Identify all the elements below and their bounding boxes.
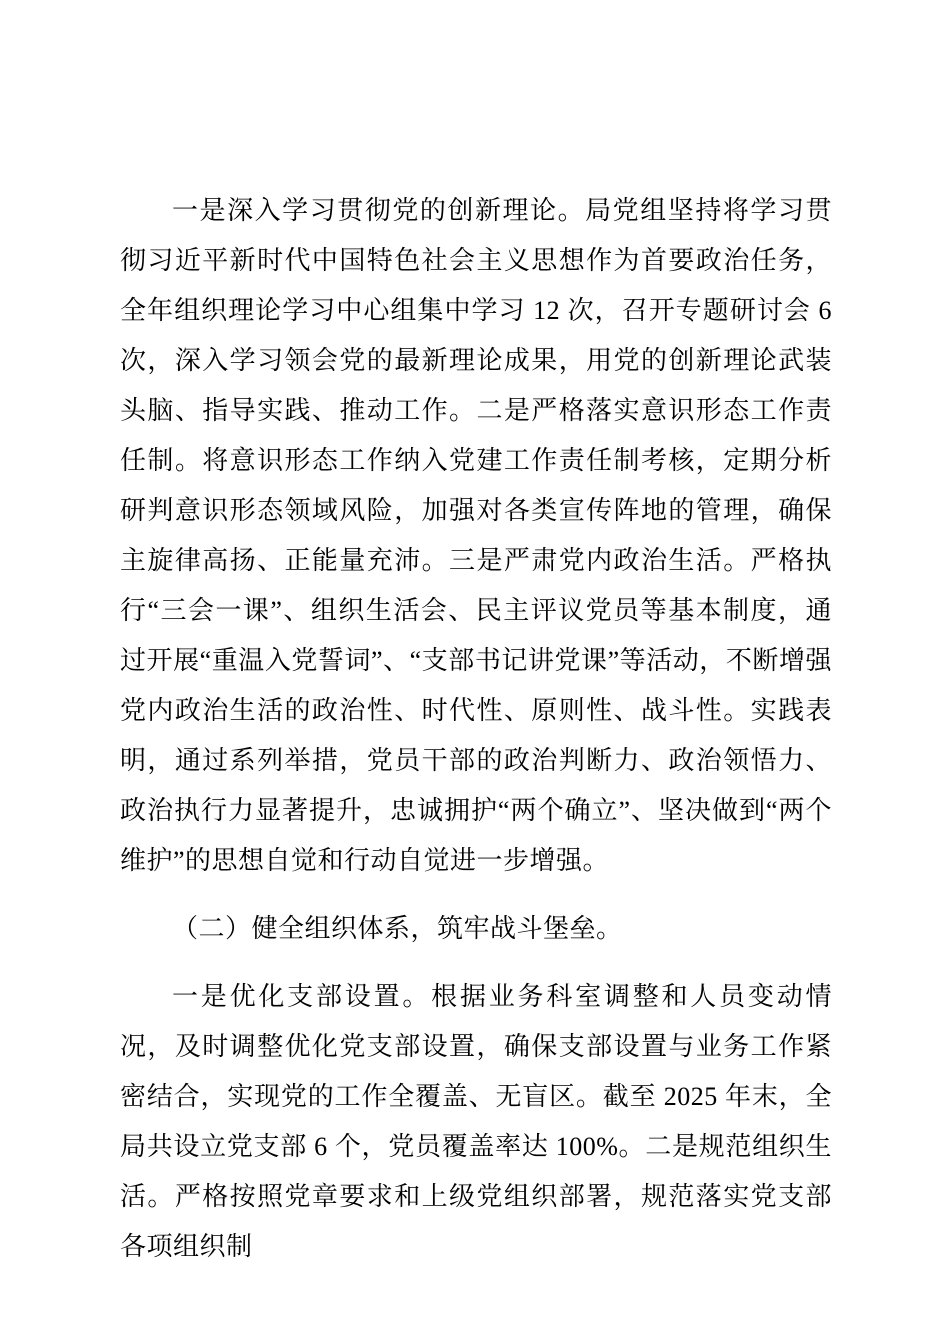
body-paragraph-theory-study: 一是深入学习贯彻党的创新理论。局党组坚持将学习贯彻习近平新时代中国特色社会主义思想作为首要政治任务，全年组织理论学习中心组集中学习 12 次，召开专题研讨会 6 次，深入学习领会党的最新理论成果，用党的创新理论武装头脑、指导实践、推动工作。二是严格落实意识形态工作责任制。将意识形态工作纳入党建工作责任制考核，定期分析研判意识形态领域风险，加强对各类宣传阵地的管理，确保主旋律高扬、正能量充沛。三是严肃党内政治生活。严格执行“三会一课”、组织生活会、民主评议党员等基本制度，通过开展“重温入党誓词”、“支部书记讲党课”等活动，不断增强党内政治生活的政治性、时代性、原则性、战斗性。实践表明，通过系列举措，党员干部的政治判断力、政治领悟力、政治执行力显著提升，忠诚拥护“两个确立”、坚决做到“两个维护”的思想自觉和行动自觉进一步增强。 — [120, 196, 832, 875]
section-heading-organization-system: （二）健全组织体系，筑牢战斗堡垒。 — [172, 914, 623, 943]
body-paragraph-branch-setup: 一是优化支部设置。根据业务科室调整和人员变动情况，及时调整优化党支部设置，确保支部设置与业务工作紧密结合，实现党的工作全覆盖、无盲区。截至 2025 年末，全局共设立党支部 6 个，党员覆盖率达 100%。二是规范组织生活。严格按照党章要求和上级党组织部署，规范落实党支部各项组织制 — [120, 982, 832, 1261]
